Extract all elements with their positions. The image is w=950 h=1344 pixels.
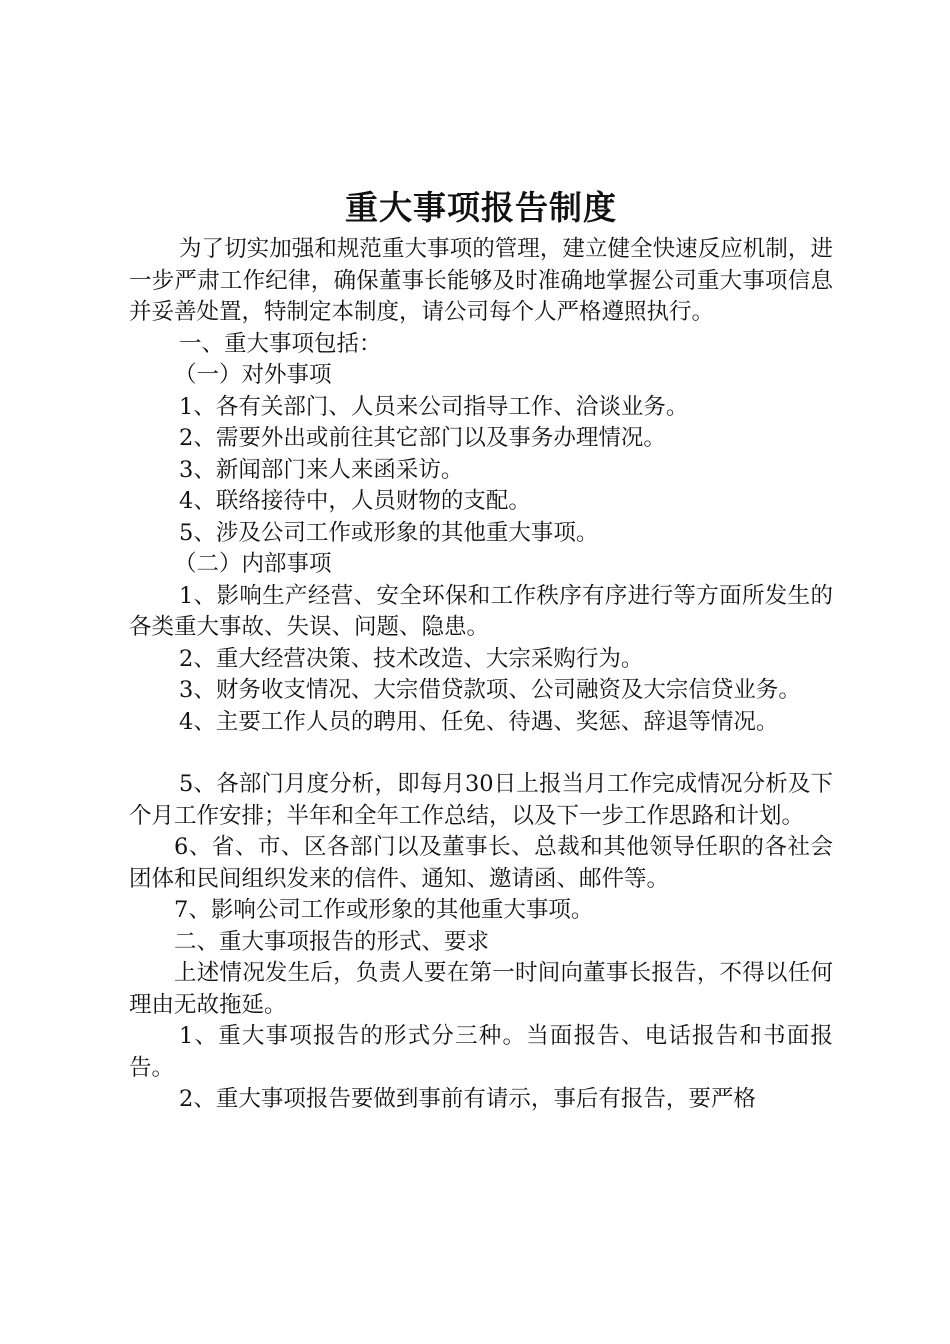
subsection-heading-internal: （二）内部事项 bbox=[174, 551, 332, 577]
paragraph-intro: 为了切实加强和规范重大事项的管理，建立健全快速反应机制，进一步严肃工作纪律，确保董事长能够及时准确地掌握公司重大事项信息并妥善处置，特制定本制度，请公司每个人严格遵照执行。 bbox=[129, 236, 833, 325]
document-page bbox=[129, 182, 833, 1116]
blank-line bbox=[129, 738, 833, 769]
list-item: 1、影响生产经营、安全环保和工作秩序有序进行等方面所发生的各类重大事故、失误、问题、隐患。 bbox=[129, 582, 833, 640]
list-item: 5、各部门月度分析，即每月30日上报当月工作完成情况分析及下个月工作安排；半年和全年工作总结，以及下一步工作思路和计划。 bbox=[129, 771, 833, 829]
list-item: 7、影响公司工作或形象的其他重大事项。 bbox=[174, 897, 594, 923]
list-item: 5、涉及公司工作或形象的其他重大事项。 bbox=[179, 519, 599, 546]
list-item: 2、重大事项报告要做到事前有请示，事后有报告，要严格 bbox=[179, 1086, 756, 1112]
list-item: 3、财务收支情况、大宗借贷款项、公司融资及大宗信贷业务。 bbox=[179, 677, 801, 703]
list-item: 2、重大经营决策、技术改造、大宗采购行为。 bbox=[179, 645, 644, 672]
section-heading-2: 二、重大事项报告的形式、要求 bbox=[174, 928, 490, 955]
document-title: 重大事项报告制度 bbox=[345, 188, 617, 227]
list-item: 1、各有关部门、人员来公司指导工作、洽谈业务。 bbox=[179, 393, 689, 420]
list-item: 2、需要外出或前往其它部门以及事务办理情况。 bbox=[179, 425, 666, 451]
list-item: 4、联络接待中，人员财物的支配。 bbox=[179, 488, 531, 514]
subsection-heading-external: （一）对外事项 bbox=[174, 362, 332, 388]
section-heading-1: 一、重大事项包括： bbox=[179, 330, 382, 357]
list-item: 4、主要工作人员的聘用、任免、待遇、奖惩、辞退等情况。 bbox=[179, 708, 779, 735]
list-item: 3、新闻部门来人来函采访。 bbox=[179, 456, 464, 483]
list-item: 6、省、市、区各部门以及董事长、总裁和其他领导任职的各社会团体和民间组织发来的信件、通知、邀请函、邮件等。 bbox=[129, 834, 833, 892]
paragraph-requirement: 上述情况发生后，负责人要在第一时间向董事长报告，不得以任何理由无故拖延。 bbox=[129, 960, 833, 1018]
list-item: 1、重大事项报告的形式分三种。当面报告、电话报告和书面报告。 bbox=[129, 1023, 833, 1081]
